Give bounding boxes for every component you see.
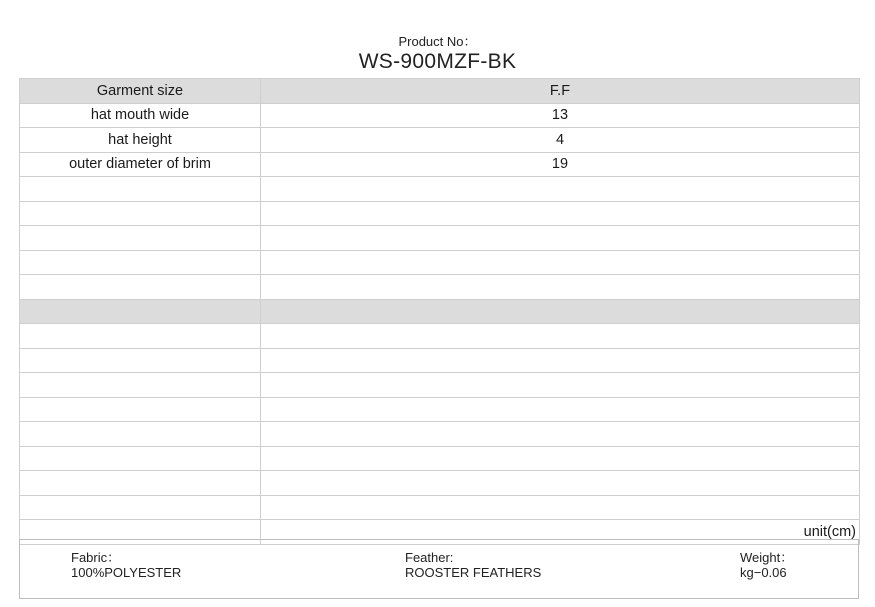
measurement-name [20,422,261,447]
fabric-value: 100%POLYESTER [71,565,182,580]
table-row [20,422,860,447]
table-section-row [20,299,860,324]
measurement-value [261,446,860,471]
header-cell-garment-size: Garment size [20,79,261,104]
measurement-name: hat mouth wide [20,103,261,128]
table-row [20,177,860,202]
measurement-value [261,324,860,349]
weight-label: Weight： [740,550,794,565]
table-row [20,373,860,398]
size-chart-table [19,78,860,545]
table-row [20,275,860,300]
measurement-name: outer diameter of brim [20,152,261,177]
table-row [20,324,860,349]
table-row [20,397,860,422]
measurement-name [20,299,261,324]
header [0,34,875,74]
feather-info [405,550,541,580]
table-row [20,152,860,177]
product-number: WS-900MZF-BK [358,50,517,73]
measurement-name [20,348,261,373]
table-row [20,226,860,251]
measurement-name [20,201,261,226]
measurement-value [261,348,860,373]
measurement-name [20,495,261,520]
measurement-name [20,226,261,251]
measurement-value [261,495,860,520]
material-info-box [19,539,859,599]
weight-value: kg−0.06 [740,565,787,580]
measurement-name [20,250,261,275]
measurement-value [261,471,860,496]
measurement-value [261,275,860,300]
measurement-value [261,397,860,422]
measurement-value [261,373,860,398]
measurement-value: 4 [261,128,860,153]
measurement-name [20,471,261,496]
fabric-info [71,550,181,580]
table-row [20,446,860,471]
feather-value: ROOSTER FEATHERS [405,565,542,580]
product-label: Product No： [398,34,477,49]
table-row [20,495,860,520]
measurement-value [261,250,860,275]
table-row [20,103,860,128]
table-row [20,250,860,275]
measurement-value: 19 [261,152,860,177]
measurement-name [20,373,261,398]
fabric-label: Fabric： [71,550,121,565]
feather-label: Feather: [405,550,454,565]
table-row [20,201,860,226]
table-row [20,348,860,373]
table-row [20,128,860,153]
table-row [20,471,860,496]
weight-info [740,550,793,580]
measurement-name: hat height [20,128,261,153]
measurement-value [261,201,860,226]
measurement-name [20,275,261,300]
measurement-name [20,446,261,471]
measurement-value [261,422,860,447]
measurement-name [20,324,261,349]
measurement-value [261,177,860,202]
measurement-value: 13 [261,103,860,128]
measurement-value [261,299,860,324]
measurement-name [20,177,261,202]
header-cell-size: F.F [261,79,860,104]
measurement-value [261,226,860,251]
table-header-row [20,79,860,104]
unit-label: unit(cm) [261,520,860,545]
measurement-name [20,397,261,422]
